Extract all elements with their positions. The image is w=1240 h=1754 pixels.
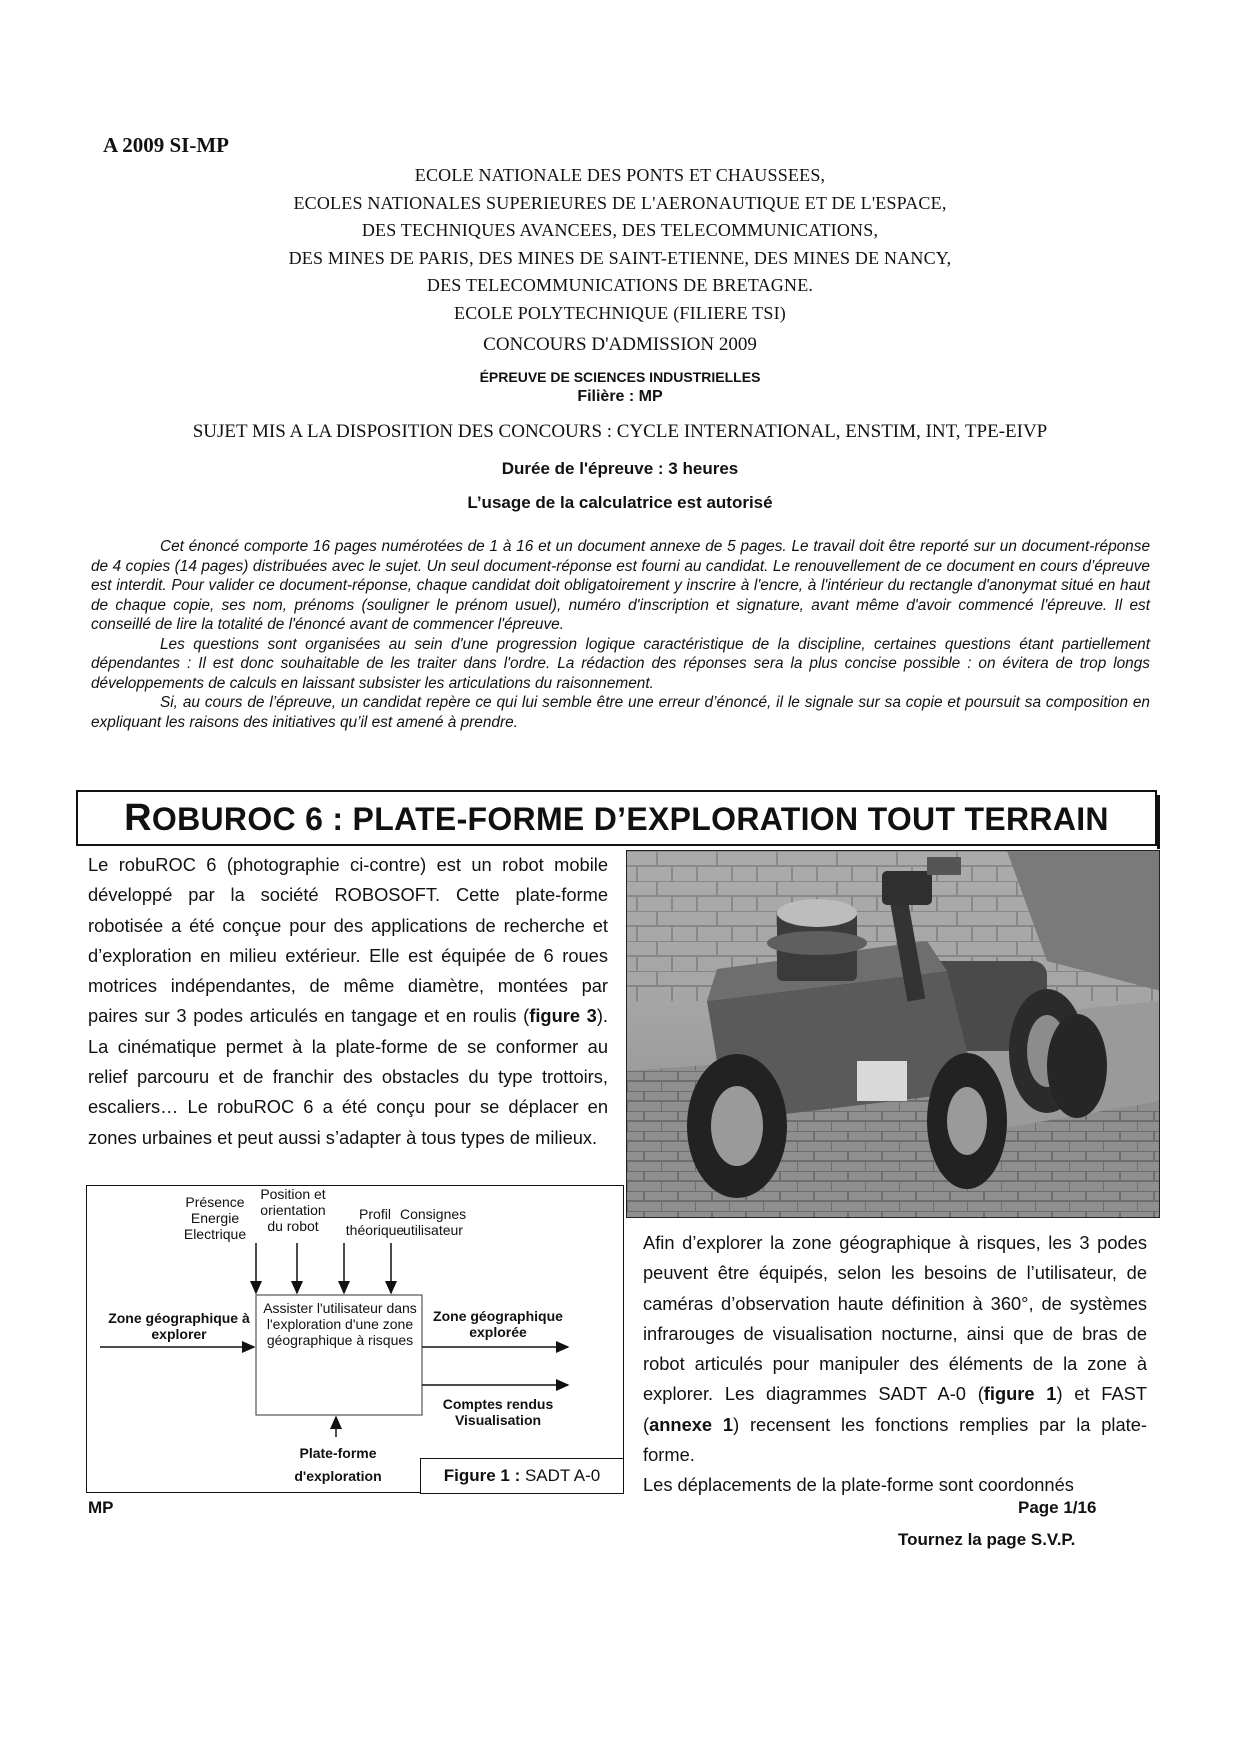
title-initial: R <box>124 796 152 839</box>
function-box: Assister l'utilisateur dans l'exploration d'une zone géographique à risques <box>263 1300 417 1348</box>
equipment-paragraph <box>643 1228 1147 1501</box>
intro-paragraph: Cet énoncé comporte 16 pages numérotées de 1 à 16 et un document annexe de 5 pages. Le travail doit être reporté sur un document-réponse de 4 copies (14 pages) distribuées avec le sujet. Un seul document-réponse est fourni au candidat. Le renouvellement de ce document en cours d’épreuve est interdit. Pour valider ce document-réponse, chaque candidat doit obligatoirement y inscrire à l'encre, à l'intérieur du rectangle d'anonymat situé en haut de chaque copie, ses nom, prénoms (souligner le prénom usuel), numéro d'inscription et signature, avant même d'avoir commencé l'épreuve. Il est conseillé de lire la totalité de l'énoncé avant de commencer l'épreuve. <box>91 538 1150 633</box>
subject-code: A 2009 SI-MP <box>103 133 229 157</box>
para1-text-end: ). La cinématique permet à la plate-forme de se conformer au relief parcouru et de franchir des obstacles du type trottoirs, escaliers… Le robuROC 6 a été conçu pour se déplacer en zones urbaines et peut aussi s’adapter à tous types de milieux. <box>88 1005 608 1148</box>
title-box-shadow <box>1157 795 1160 849</box>
intro-instructions <box>91 537 1150 732</box>
control-energie: Présence Energie Electrique <box>183 1194 247 1242</box>
para1-text: Le robuROC 6 (photographie ci-contre) est un robot mobile développé par la société ROBOSOFT. Cette plate-forme robotisée a été conçue pour des applications de recherche et d’exploration en milieu extérieur. Elle est équipée de 6 roues motrices indépendantes, de même diamètre, montées par paires sur 3 podes articulés en tangage et en roulis ( <box>88 854 608 1027</box>
figure-3-reference: figure 3 <box>529 1005 597 1027</box>
figure-1-reference: figure 1 <box>983 1383 1057 1405</box>
control-position: Position et orientation du robot <box>260 1186 326 1234</box>
school-line: DES TELECOMMUNICATIONS DE BRETAGNE. <box>426 275 814 295</box>
robot-photograph <box>626 850 1160 1218</box>
duree-line: Durée de l'épreuve : 3 heures <box>501 459 739 478</box>
sujet-line: SUJET MIS A LA DISPOSITION DES CONCOURS : CYCLE INTERNATIONAL, ENSTIM, INT, TPE-EIVP <box>192 421 1048 442</box>
epreuve-title: ÉPREUVE DE SCIENCES INDUSTRIELLES <box>479 369 761 385</box>
main-title-box <box>76 790 1157 846</box>
output-comptes-label: Comptes rendus Visualisation <box>442 1396 554 1428</box>
robot-description-paragraph <box>88 850 608 1153</box>
concours-title: CONCOURS D'ADMISSION 2009 <box>483 334 757 355</box>
input-label: Zone géographique à explorer <box>108 1310 250 1342</box>
para2-text-end: ) recensent les fonctions remplies par la plate-forme. <box>643 1413 1147 1466</box>
filiere-label: Filière : MP <box>577 388 663 405</box>
intro-paragraph: Les questions sont organisées au sein d'une progression logique caractéristique de la discipline, certaines questions étant partiellement dépendantes : Il est donc souhaitable de les traiter dans l'ordre. La rédaction des réponses sera la plus concise possible : on évitera de trop longs développements de calculs en laissant subsister les articulations du raisonnement. <box>91 635 1150 692</box>
school-line: DES MINES DE PARIS, DES MINES DE SAINT-ETIENNE, DES MINES DE NANCY, <box>288 247 952 268</box>
figure-1-title: SADT A-0 <box>520 1465 601 1485</box>
figure-1-caption <box>420 1458 624 1494</box>
calculatrice-line: L’usage de la calculatrice est autorisé <box>467 493 773 512</box>
school-line: DES TECHNIQUES AVANCEES, DES TELECOMMUNICATIONS, <box>361 220 879 240</box>
robot-photo-illustration <box>627 851 1160 1218</box>
turn-page-note: Tournez la page S.V.P. <box>898 1530 1076 1549</box>
para2-continuation: Les déplacements de la plate-forme sont coordonnés <box>643 1474 1074 1496</box>
figure-1-number: Figure 1 : <box>443 1465 521 1485</box>
intro-paragraph: Si, au cours de l’épreuve, un candidat repère ce qui lui semble être une erreur d’énoncé, il le signale sur sa copie et poursuit sa composition en expliquant les raisons des initiatives qu’il est amené à prendre. <box>91 694 1150 731</box>
control-consignes: Consignes utilisateur <box>400 1206 467 1238</box>
support-label: Plate-forme d'exploration <box>294 1445 382 1484</box>
para2-text: Afin d’explorer la zone géographique à risques, les 3 podes peuvent être équipés, selon les besoins de l’utilisateur, de caméras d’observation haute définition à 360°, de systèmes infrarouges de visualisation nocturne, ainsi que de bras de robot articulés pour manipuler des éléments de la zone à explorer. Les diagrammes SADT A-0 ( <box>643 1232 1147 1405</box>
school-line: ECOLE NATIONALE DES PONTS ET CHAUSSEES, <box>414 165 826 185</box>
footer-filiere: MP <box>88 1498 114 1517</box>
control-profil: Profil théorique <box>345 1206 405 1238</box>
title-text: OBUROC 6 : PLATE-FORME D’EXPLORATION TOUT TERRAIN <box>151 800 1109 837</box>
output-zone-label: Zone géographique explorée <box>433 1308 563 1340</box>
annexe-1-reference: annexe 1 <box>649 1413 734 1435</box>
school-line: ECOLE POLYTECHNIQUE (FILIERE TSI) <box>454 302 786 323</box>
page-number: Page 1/16 <box>1018 1498 1097 1517</box>
sadt-a0-diagram <box>86 1185 624 1493</box>
schools-list <box>150 162 1090 327</box>
school-line: ECOLES NATIONALES SUPERIEURES DE L'AERONAUTIQUE ET DE L'ESPACE, <box>293 192 947 213</box>
para2-text-mid: ) et FAST ( <box>643 1383 1147 1435</box>
